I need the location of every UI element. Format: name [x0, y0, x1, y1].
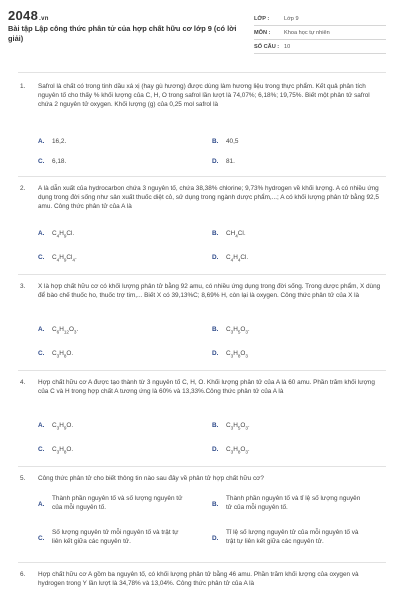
option-text: $C_4H_9Cl_4$. — [52, 254, 77, 263]
meta-row-count — [254, 40, 386, 54]
option-label: A. — [38, 501, 45, 508]
option-text: Thành phần nguyên tố và số lượng nguyên tử của mỗi nguyên tố. — [52, 495, 183, 512]
option-b[interactable] — [212, 230, 246, 238]
option-text: $C_3H_8O_3$ — [226, 350, 248, 359]
option-c[interactable] — [38, 254, 77, 262]
logo-suffix: .vn — [39, 16, 49, 22]
option-d[interactable] — [212, 350, 248, 358]
option-b[interactable] — [212, 138, 238, 145]
option-text: Số lượng nguyên tử mỗi nguyên tố và trật tự liên kết giữa các nguyên tử. — [52, 529, 179, 546]
option-d[interactable] — [212, 158, 235, 165]
option-c[interactable] — [38, 446, 73, 454]
option-text: $C_4H_4Cl$. — [226, 254, 249, 263]
option-d[interactable] — [212, 446, 250, 454]
option-text: Thành phần nguyên tố và tỉ lệ số lượng nguyên tử của mỗi nguyên tố. — [226, 495, 361, 512]
option-text: $C_4H_9Cl$. — [52, 230, 75, 239]
option-label: A. — [38, 326, 45, 333]
question-number: 6. — [20, 571, 26, 578]
option-b[interactable] — [212, 326, 250, 334]
option-d[interactable] — [212, 528, 362, 547]
option-text: $C_3H_8O_3$. — [226, 446, 250, 455]
option-text: Tỉ lệ số lượng nguyên tử của mỗi nguyên tố và trật tự liên kết giữa các nguyên tử. — [226, 529, 359, 546]
question-text: Safrol là chất có trong tinh dầu xá xị (hay gù hương) được dùng làm hương liệu trong thực phẩm. Kết quả phân tích nguyên tố cho thấy % khối lượng của C, H, O trong safrol lần lượt là 74,07%; 6,18%; 19,75%. Biết một phân tử safrol chứa 2 nguyên tử oxygen. Khối lượng (g) của 0,25 mol safrol là — [38, 83, 370, 109]
logo-text: 2048 — [8, 8, 39, 23]
option-d[interactable] — [212, 254, 248, 262]
page-header — [0, 0, 400, 62]
meta-key: LỚP : — [254, 15, 270, 22]
option-label: D. — [212, 350, 219, 357]
document-title: Bài tập Lập công thức phân tử của hợp chất hữu cơ lớp 9 (có lời giải) — [8, 24, 237, 43]
divider — [18, 274, 386, 275]
question-text: X là hợp chất hữu cơ có khối lượng phân tử bằng 92 amu, có nhiều ứng dụng trong đời sống. Trong dược phẩm, X dùng để bào chế thuốc ho, thuốc trợ tim,... Biết X có 39,13%C; 8,69% H, còn lại là oxygen. Công thức phân tử của X là — [38, 283, 381, 300]
option-a[interactable] — [38, 138, 66, 145]
option-a[interactable] — [38, 422, 73, 430]
meta-row-subject — [254, 26, 386, 40]
option-c[interactable] — [38, 350, 73, 358]
option-text: $C_3H_8O$. — [52, 446, 74, 455]
option-text: 81. — [226, 158, 235, 165]
question-text: Hợp chất hữu cơ A được tạo thành từ 3 nguyên tố C, H, O. Khối lượng phân tử của A là 60 amu. Phần trăm khối lượng của C và H trong hợp chất A tương ứng là 60% và 13,33%.Công thức phân tử của A là — [38, 379, 375, 396]
option-text: $CH_4Cl$. — [226, 230, 246, 239]
meta-panel — [254, 12, 386, 54]
meta-row-class — [254, 12, 386, 26]
question-text: Công thức phân tử cho biết thông tin nào sau đây về phân tử hợp chất hữu cơ? — [38, 475, 264, 482]
option-label: A. — [38, 230, 45, 237]
option-label: D. — [212, 254, 219, 261]
meta-value: Lớp 9 — [284, 15, 299, 22]
meta-value: 10 — [284, 43, 291, 50]
option-text: $C_3H_8O$. — [52, 350, 74, 359]
question-text: A là dẫn xuất của hydrocarbon chứa 3 nguyên tố, chứa 38,38% chlorine; 9,73% hydrogen về khối lượng. A có nhiều ứng dụng trong đời sống như sản xuất thuốc diệt cỏ, sử dụng trong ngành dược phẩm,...; A có khối lượng phân tử bằng 92,5 amu. Công thức phân tử của A là — [38, 185, 379, 211]
meta-value: Khoa học tự nhiên — [284, 29, 330, 36]
option-label: B. — [212, 501, 219, 508]
divider — [18, 176, 386, 177]
option-text: $C_6H_{12}O_3$. — [52, 326, 79, 335]
option-a[interactable] — [38, 494, 188, 513]
option-b[interactable] — [212, 494, 362, 513]
divider — [18, 370, 386, 371]
option-text: 6,18. — [52, 158, 67, 165]
option-c[interactable] — [38, 158, 66, 165]
option-label: D. — [212, 535, 219, 542]
option-text: 16,2. — [52, 138, 67, 145]
option-text: 40,5 — [226, 138, 239, 145]
option-b[interactable] — [212, 422, 250, 430]
option-a[interactable] — [38, 230, 74, 238]
divider — [18, 562, 386, 563]
option-label: A. — [38, 138, 45, 145]
option-label: A. — [38, 422, 45, 429]
question-number: 5. — [20, 475, 26, 482]
option-label: B. — [212, 422, 219, 429]
option-c[interactable] — [38, 528, 188, 547]
option-label: C. — [38, 254, 45, 261]
option-label: B. — [212, 138, 219, 145]
question-number: 4. — [20, 379, 26, 386]
option-label: C. — [38, 535, 45, 542]
option-text: $C_3H_9O$. — [52, 422, 74, 431]
option-label: B. — [212, 326, 219, 333]
meta-key: MÔN : — [254, 29, 271, 36]
site-logo[interactable] — [8, 8, 49, 23]
question-number: 2. — [20, 185, 26, 192]
question-number: 1. — [20, 83, 26, 90]
option-label: C. — [38, 350, 45, 357]
option-text: $C_3H_5O_3$. — [226, 326, 250, 335]
option-label: D. — [212, 158, 219, 165]
question-text: Hợp chất hữu cơ A gồm ba nguyên tố, có khối lượng phân tử bằng 46 amu. Phần trăm khối lượng của oxygen và hydrogen trong Y lần lượt là 34,78% và 13,04%. Công thức phân tử của A là — [38, 571, 359, 588]
option-a[interactable] — [38, 326, 78, 334]
divider — [18, 72, 386, 73]
question-number: 3. — [20, 283, 26, 290]
option-label: B. — [212, 230, 219, 237]
option-text: $C_3H_5O_3$. — [226, 422, 250, 431]
meta-key: SỐ CÂU : — [254, 43, 280, 50]
option-label: C. — [38, 446, 45, 453]
option-label: D. — [212, 446, 219, 453]
option-label: C. — [38, 158, 45, 165]
divider — [18, 466, 386, 467]
